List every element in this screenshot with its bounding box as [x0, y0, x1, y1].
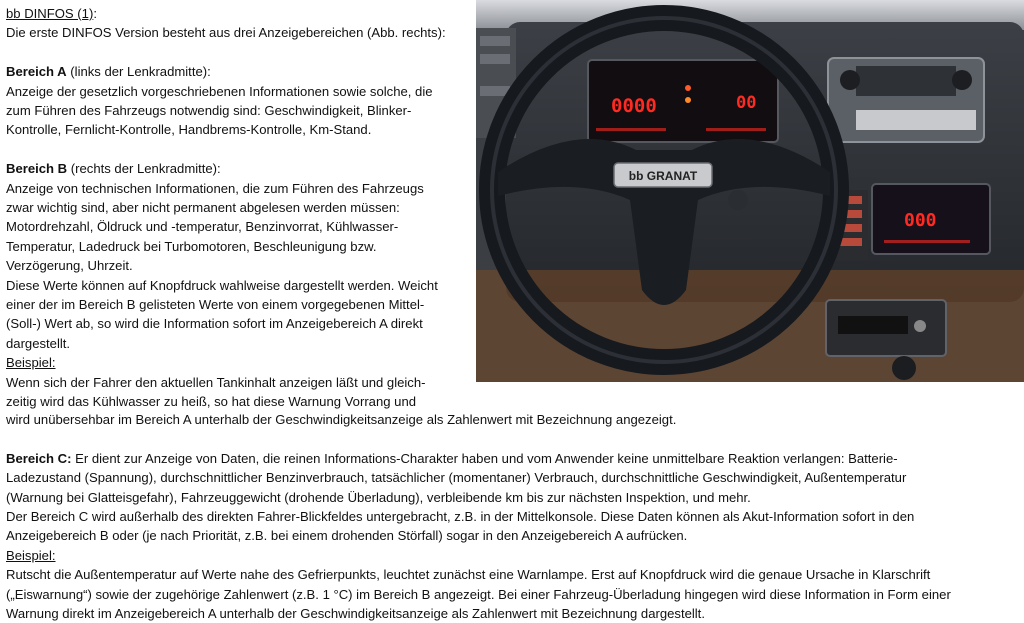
- bereich-b-line: (Soll-) Wert ab, so wird die Information sofort im Anzeigebereich A direkt: [6, 316, 423, 332]
- bereich-b-example-line: Wenn sich der Fahrer den aktuellen Tankinhalt anzeigen läßt und gleich-: [6, 374, 426, 390]
- bereich-b-line: dargestellt.: [6, 335, 71, 351]
- bereich-c-example-line: Rutscht die Außentemperatur auf Werte nahe des Gefrierpunkts, leuchtet zunächst eine Warnlampe. Erst auf Knopfdruck wird die genaue Ursache in Klarschrift: [6, 567, 931, 583]
- bereich-b-line: Diese Werte können auf Knopfdruck wahlweise dargestellt werden. Weicht: [6, 277, 438, 293]
- bereich-b-example-label: Beispiel:: [6, 355, 56, 371]
- left-switch: [480, 36, 510, 46]
- bereich-b-line: Temperatur, Ladedruck bei Turbomotoren, Beschleunigung bzw.: [6, 238, 377, 254]
- display-c-screen: [838, 316, 908, 334]
- steering-badge-text: bb GRANAT: [628, 169, 698, 183]
- display-b-bar: [884, 240, 970, 243]
- display-b-digits: 000: [904, 210, 937, 231]
- bereich-b-line: Motordrehzahl, Öldruck und -temperatur, Benzinvorrat, Kühlwasser-: [6, 219, 399, 235]
- bereich-c-line: (Warnung bei Glatteisgefahr), Fahrzeuggewicht (drohende Überladung), verbleibende km bis zur nächsten Inspektion, und mehr.: [6, 489, 751, 505]
- bereich-a-heading: Bereich A (links der Lenkradmitte):: [6, 64, 211, 80]
- bereich-b-example-full: wird unübersehbar im Bereich A unterhalb der Geschwindigkeitsanzeige als Zahlenwert mit Bezeichnung angezeigt.: [6, 412, 677, 427]
- dashboard-illustration: [476, 0, 1024, 382]
- cassette-slot: [856, 66, 956, 96]
- text-column: [6, 4, 472, 412]
- bereich-b-heading: Bereich B (rechts der Lenkradmitte):: [6, 161, 221, 177]
- bereich-a-line: Anzeige der gesetzlich vorgeschriebenen Informationen sowie solche, die: [6, 83, 433, 99]
- bereich-c-first-line: Bereich C: Er dient zur Anzeige von Daten, die reinen Informations-Charakter haben und vom Anwender keine unmittelbare Reaktion verlangen: Batterie-: [6, 450, 898, 466]
- display-a-right-digits: 00: [736, 93, 757, 113]
- bereich-c-example-label: Beispiel:: [6, 547, 56, 563]
- bereich-b-line: Verzögerung, Uhrzeit.: [6, 258, 133, 274]
- bereich-c-line: Der Bereich C wird außerhalb des direkten Fahrer-Blickfeldes untergebracht, z.B. in der Mittelkonsole. Diese Daten können als Akut-Information sofort in den: [6, 509, 915, 525]
- left-switch: [480, 54, 510, 64]
- left-switch: [480, 86, 510, 96]
- bereich-b-line: zwar wichtig sind, aber nicht permanent abgelesen werden müssen:: [6, 200, 400, 216]
- radio-knob: [952, 70, 972, 90]
- bereich-b-line: einer der im Bereich B gelisteten Werte von einem vorgegebenen Mittel-: [6, 297, 425, 313]
- bereich-c-line: Ladezustand (Spannung), durchschnittlicher Benzinverbrauch, tatsächlicher (momentaner) Verbrauch, durchschnittliche Geschwindigkeit, Außentemperatur: [6, 470, 907, 486]
- display-c-knob: [914, 320, 926, 332]
- bereich-b-line: Anzeige von technischen Informationen, die zum Führen des Fahrzeugs: [6, 180, 424, 196]
- radio-knob: [840, 70, 860, 90]
- document-title: bb DINFOS (1):: [6, 6, 97, 21]
- bereich-c-example-line: Warnung direkt im Anzeigebereich A unterhalb der Geschwindigkeitsanzeige als Zahlenwert mit Bezeichnung dargestellt.: [6, 606, 705, 622]
- display-a-bar: [706, 128, 766, 131]
- gear-knob: [892, 356, 916, 380]
- dashboard-photo: [476, 0, 1024, 382]
- intro-text: Die erste DINFOS Version besteht aus drei Anzeigebereichen (Abb. rechts):: [6, 25, 446, 41]
- bereich-c-line: Anzeigebereich B oder (je nach Priorität, z.B. bei einem drohenden Störfall) sogar in den Anzeigebereich A aufrücken.: [6, 528, 688, 544]
- full-width-text: [6, 410, 1018, 623]
- bereich-b-example-line: zeitig wird das Kühlwasser zu heiß, so hat diese Warnung Vorrang und: [6, 394, 417, 410]
- bereich-a-line: zum Führen des Fahrzeugs notwendig sind: Geschwindigkeit, Blinker-: [6, 103, 412, 119]
- display-a-bar: [596, 128, 666, 131]
- bereich-c-example-line: („Eiswarnung“) sowie der zugehörige Zahlenwert (z.B. 1 °C) im Bereich B angezeigt. Bei einer Fahrzeug-Überladung hingegen wird diese Information in Form einer: [6, 586, 951, 602]
- indicator-lamp: [685, 97, 691, 103]
- indicator-lamp: [685, 85, 691, 91]
- display-a-digits: 0000: [611, 95, 657, 117]
- ignition-lock: [728, 190, 748, 210]
- radio-buttons: [856, 110, 976, 130]
- bereich-a-line: Kontrolle, Fernlicht-Kontrolle, Handbrems-Kontrolle, Km-Stand.: [6, 122, 372, 138]
